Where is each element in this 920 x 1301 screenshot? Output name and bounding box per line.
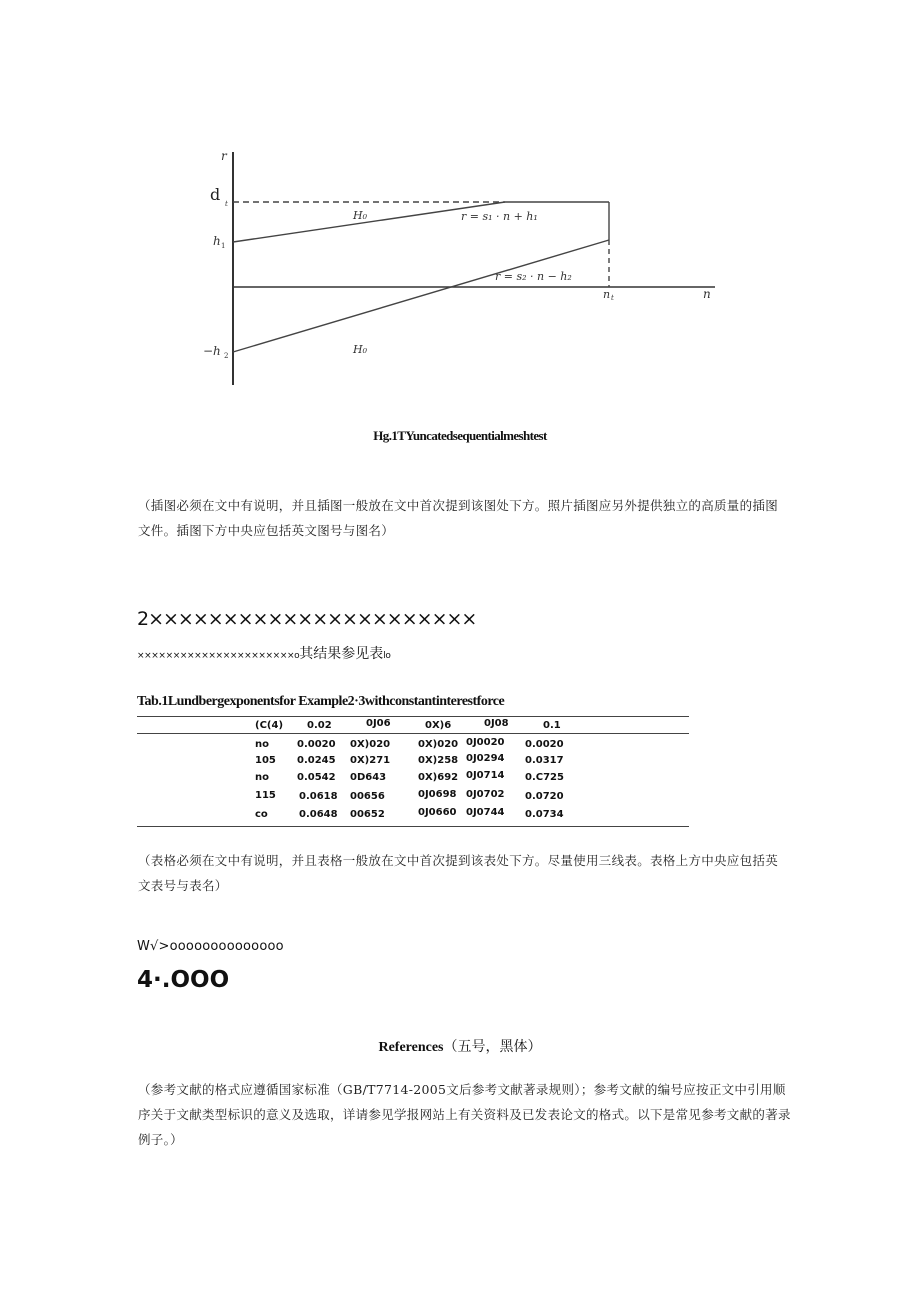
table-cell: 0.C725 bbox=[525, 772, 564, 783]
table-header-cell: 0.02 bbox=[307, 720, 332, 731]
table-cell: 105 bbox=[255, 755, 276, 766]
table-cell: 0J0294 bbox=[466, 753, 505, 764]
table-header-cell: 0.1 bbox=[543, 720, 561, 731]
table-cell: 0.0020 bbox=[297, 739, 336, 750]
figure-caption: Hg.1TYuncatedsequentialmeshtest bbox=[373, 428, 547, 443]
references-title-note: （五号，黑体） bbox=[443, 1040, 542, 1055]
references-heading bbox=[0, 1036, 920, 1056]
section-2-heading: 2×××××××××××××××××××××× bbox=[137, 608, 477, 630]
dt-label: d bbox=[210, 185, 221, 204]
section-2-body-suffix: lo bbox=[383, 651, 391, 661]
table-cell: co bbox=[255, 809, 268, 820]
neg-h2-label: −h bbox=[203, 344, 221, 358]
table-bottom-rule bbox=[137, 826, 689, 827]
table-cell: 0X)258 bbox=[418, 755, 459, 766]
table-cell: 115 bbox=[255, 790, 276, 801]
table-cell: 00652 bbox=[350, 809, 385, 820]
section-2-body-main: 其结果参见表 bbox=[299, 646, 384, 662]
dt-label-sub: t bbox=[225, 200, 228, 208]
references-note: （参考文献的格式应遵循国家标准（GB/T7714-2005文后参考文献著录规则）；参考文献的编号应按正文中引用顺序关于文献类型标识的意义及选取，详请参见学报网站上有关资料及已发表论文的格式。以下是常见参考文献的著录例子。） bbox=[138, 1082, 791, 1147]
table-top-rule bbox=[137, 716, 689, 717]
table-note: （表格必须在文中有说明，并且表格一般放在文中首次提到该表处下方。尽量使用三线表。表格上方中央应包括英文表号与表名） bbox=[138, 853, 779, 893]
lower-boundary-line bbox=[233, 240, 609, 352]
table-cell: 0J0702 bbox=[466, 789, 505, 800]
axis-r-label: r bbox=[221, 149, 227, 163]
axis-n-label: n bbox=[703, 287, 711, 301]
table-cell: 0X)020 bbox=[350, 739, 391, 750]
section-2-body-prefix: ××××××××××××××××××××××o bbox=[137, 651, 300, 661]
table-cell: 0J0660 bbox=[418, 807, 457, 818]
table-cell: 0.0020 bbox=[525, 739, 564, 750]
table-cell: no bbox=[255, 772, 269, 783]
section-3-line: W√>oooooooooooooo bbox=[137, 939, 284, 954]
table-cell: 0X)692 bbox=[418, 772, 459, 783]
h1-label: h bbox=[213, 234, 221, 248]
table-cell: 00656 bbox=[350, 791, 385, 802]
neg-h2-label-sub: 2 bbox=[224, 352, 229, 360]
table-cell: 0.0618 bbox=[299, 791, 338, 802]
section-2-body bbox=[137, 643, 390, 663]
nt-label: n bbox=[603, 288, 611, 301]
table-cell: 0.0245 bbox=[297, 755, 336, 766]
table-cell: no bbox=[255, 739, 269, 750]
table-cell: 0.0648 bbox=[299, 809, 338, 820]
table-cell: 0J0744 bbox=[466, 807, 505, 818]
table-cell: 0D643 bbox=[350, 772, 387, 783]
table-cell: 0.0734 bbox=[525, 809, 564, 820]
table-header-cell: 0J06 bbox=[366, 718, 391, 729]
h1-label-sub: 1 bbox=[221, 242, 226, 250]
table-header-cell: 0J08 bbox=[484, 718, 509, 729]
nt-label-sub: t bbox=[611, 294, 614, 302]
lower-line-equation: r = s₂ · n − h₂ bbox=[495, 270, 572, 283]
references-title: References bbox=[378, 1040, 444, 1055]
lower-region-label: H₀ bbox=[353, 343, 368, 356]
table-cell: 0.0542 bbox=[297, 772, 336, 783]
sequential-mesh-test-figure bbox=[195, 140, 725, 390]
table-cell: 0X)271 bbox=[350, 755, 391, 766]
table-header-cell: (C(4) bbox=[255, 720, 284, 731]
table-cell: 0J0714 bbox=[466, 770, 505, 781]
table-header-cell: 0X)6 bbox=[425, 720, 452, 731]
section-4-heading: 4·.OOO bbox=[137, 967, 230, 993]
upper-region-label: H₀ bbox=[353, 209, 368, 222]
figure-note: （插图必须在文中有说明，并且插图一般放在文中首次提到该图处下方。照片插图应另外提供独立的高质量的插图文件。插图下方中央应包括英文图号与图名） bbox=[138, 498, 779, 538]
table-cell: 0J0698 bbox=[418, 789, 457, 800]
upper-line-equation: r = s₁ · n + h₁ bbox=[461, 210, 538, 223]
table-header-rule bbox=[137, 733, 689, 734]
table-cell: 0.0720 bbox=[525, 791, 564, 802]
table-cell: 0X)020 bbox=[418, 739, 459, 750]
table-cell: 0.0317 bbox=[525, 755, 564, 766]
table-caption: Tab.1Lundbergexponentsfor Example2·3withconstantinterestforce bbox=[137, 694, 505, 709]
table-cell: 0J0020 bbox=[466, 737, 505, 748]
